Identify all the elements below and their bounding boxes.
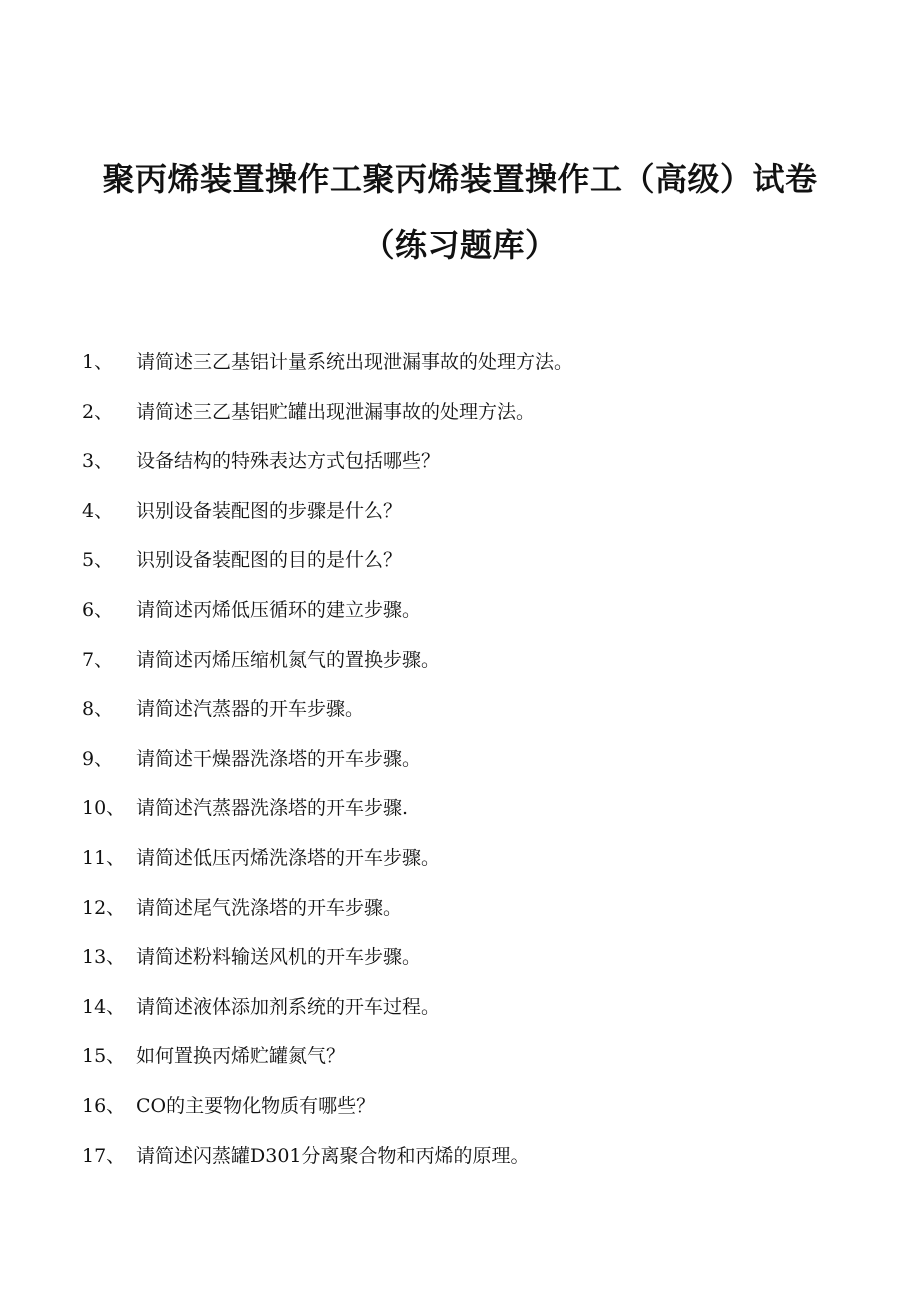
- question-item: [82, 741, 862, 791]
- question-number: 3、: [82, 450, 114, 473]
- question-text: 请简述液体添加剂系统的开车过程。: [136, 995, 441, 1018]
- question-text: 请简述闪蒸罐D301分离聚合物和丙烯的原理。: [136, 1144, 530, 1167]
- question-text: 请简述丙烯低压循环的建立步骤。: [136, 598, 422, 621]
- question-item: [82, 890, 862, 940]
- question-list: [82, 344, 862, 1187]
- question-number: 8、: [82, 698, 114, 721]
- title-line-2: （练习题库）: [362, 226, 558, 265]
- question-item: [82, 790, 862, 840]
- question-text: 识别设备装配图的目的是什么？: [136, 549, 403, 572]
- question-text: CO的主要物化物质有哪些？: [136, 1094, 376, 1117]
- question-item: [82, 493, 862, 543]
- question-text: 请简述汽蒸器洗涤塔的开车步骤.: [136, 797, 409, 820]
- question-item: [82, 443, 862, 493]
- question-text: 识别设备装配图的步骤是什么？: [136, 499, 403, 522]
- question-text: 请简述汽蒸器的开车步骤。: [136, 698, 365, 721]
- question-text: 请简述低压丙烯洗涤塔的开车步骤。: [136, 846, 441, 869]
- question-number: 15、: [82, 1045, 126, 1068]
- question-item: [82, 394, 862, 444]
- question-text: 请简述尾气洗涤塔的开车步骤。: [136, 896, 403, 919]
- question-text: 请简述三乙基铝贮罐出现泄漏事故的处理方法。: [136, 400, 536, 423]
- question-text: 设备结构的特殊表达方式包括哪些？: [136, 450, 441, 473]
- question-text: 请简述丙烯压缩机氮气的置换步骤。: [136, 648, 441, 671]
- question-number: 11、: [82, 846, 126, 869]
- document-title: [60, 146, 860, 278]
- question-number: 12、: [82, 896, 126, 919]
- question-number: 4、: [82, 499, 114, 522]
- question-text: 请简述干燥器洗涤塔的开车步骤。: [136, 747, 422, 770]
- question-item: [82, 840, 862, 890]
- question-number: 5、: [82, 549, 114, 572]
- question-number: 9、: [82, 747, 114, 770]
- question-item: [82, 1088, 862, 1138]
- question-text: 如何置换丙烯贮罐氮气？: [136, 1045, 346, 1068]
- question-number: 2、: [82, 400, 114, 423]
- question-item: [82, 989, 862, 1039]
- question-item: [82, 1138, 862, 1188]
- question-item: [82, 542, 862, 592]
- question-item: [82, 344, 862, 394]
- question-number: 17、: [82, 1144, 126, 1167]
- question-number: 13、: [82, 946, 126, 969]
- question-number: 1、: [82, 351, 114, 373]
- question-text: 请简述粉料输送风机的开车步骤。: [136, 946, 422, 969]
- question-item: [82, 1038, 862, 1088]
- question-number: 16、: [82, 1094, 126, 1117]
- question-item: [82, 939, 862, 989]
- question-item: [82, 642, 862, 692]
- question-text: 请简述三乙基铝计量系统出现泄漏事故的处理方法。: [136, 351, 574, 373]
- question-number: 14、: [82, 995, 126, 1018]
- title-line-1: 聚丙烯装置操作工聚丙烯装置操作工（高级）试卷: [102, 160, 818, 199]
- question-number: 7、: [82, 648, 114, 671]
- question-item: [82, 592, 862, 642]
- question-number: 10、: [82, 797, 126, 820]
- question-item: [82, 691, 862, 741]
- question-number: 6、: [82, 598, 114, 621]
